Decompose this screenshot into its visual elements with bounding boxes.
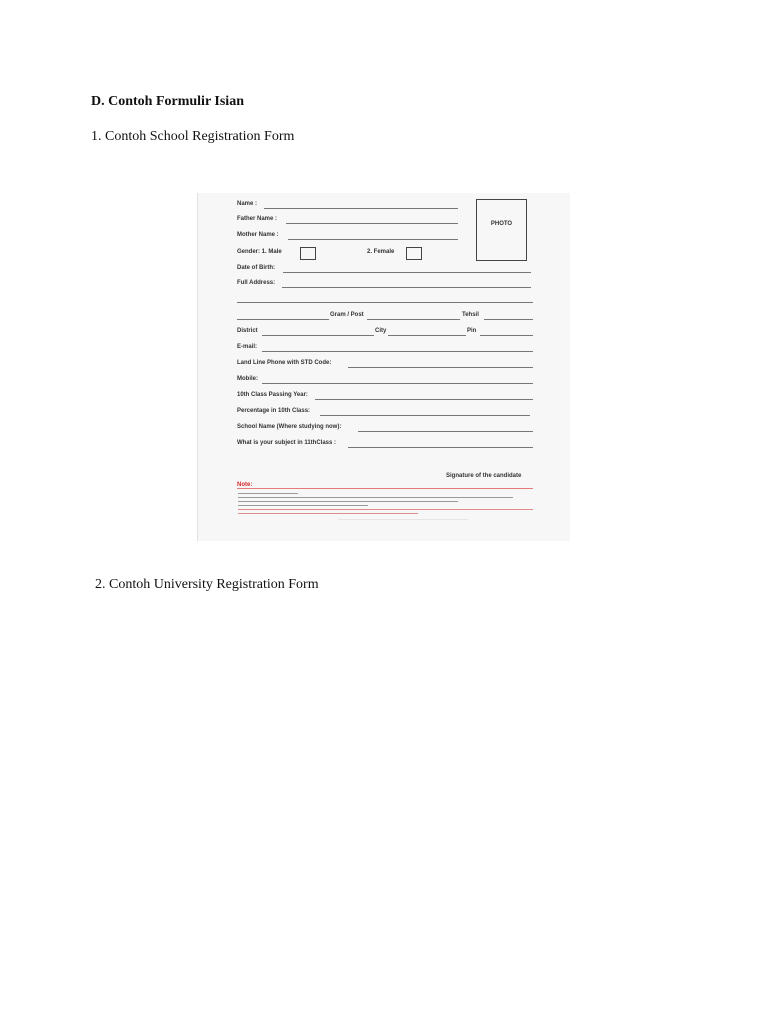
form-label-dob: Date of Birth: bbox=[237, 265, 275, 271]
document-heading: D. Contoh Formulir Isian bbox=[91, 94, 244, 109]
form-label-subject: What is your subject in 11thClass : bbox=[237, 440, 337, 446]
school-registration-form-image bbox=[197, 193, 570, 541]
form-label-address: Full Address: bbox=[237, 280, 276, 286]
note-title: Note: bbox=[237, 482, 253, 488]
form-label-female: 2. Female bbox=[367, 249, 395, 255]
form-label-passing-year: 10th Class Passing Year: bbox=[237, 392, 308, 398]
item-university-form-title: 2. Contoh University Registration Form bbox=[95, 577, 319, 592]
female-checkbox bbox=[406, 247, 422, 260]
male-checkbox bbox=[300, 247, 316, 260]
signature-label: Signature of the candidate bbox=[446, 473, 522, 479]
form-label-father: Father Name : bbox=[237, 216, 278, 222]
form-label-landline: Land Line Phone with STD Code: bbox=[237, 360, 332, 366]
item-school-form-title: 1. Contoh School Registration Form bbox=[91, 129, 295, 144]
form-label-district: District bbox=[237, 328, 258, 334]
form-label-city: City bbox=[375, 328, 387, 334]
form-label-pin: Pin bbox=[467, 328, 477, 334]
form-label-gender: Gender: 1. Male bbox=[237, 249, 282, 255]
form-label-school: School Name (Where studying now): bbox=[237, 424, 342, 430]
form-label-mother: Mother Name : bbox=[237, 232, 279, 238]
form-label-mobile: Mobile: bbox=[237, 376, 258, 382]
photo-box bbox=[476, 199, 527, 261]
photo-label: PHOTO bbox=[490, 221, 513, 227]
form-label-email: E-mail: bbox=[237, 344, 258, 350]
form-label-percentage: Percentage in 10th Class: bbox=[237, 408, 311, 414]
form-label-gram: Gram / Post bbox=[330, 312, 364, 318]
form-label-name: Name : bbox=[237, 201, 258, 207]
form-label-tehsil: Tehsil bbox=[462, 312, 479, 318]
